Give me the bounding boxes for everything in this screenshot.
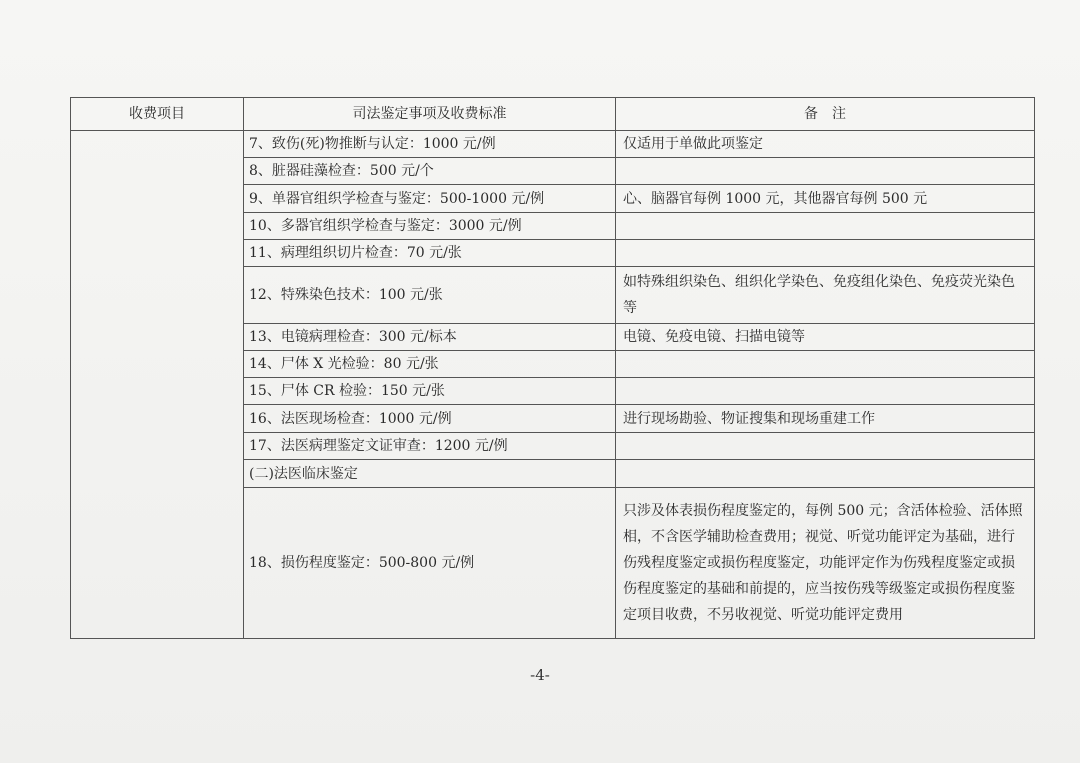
table-row — [71, 131, 1035, 158]
header-fee-item: 收费项目 — [71, 98, 244, 131]
standard-cell: 14、尸体 X 光检验：80 元/张 — [244, 351, 616, 378]
standard-cell: 18、损伤程度鉴定：500-800 元/例 — [244, 488, 616, 639]
header-standard: 司法鉴定事项及收费标准 — [244, 98, 616, 131]
note-cell: 电镜、免疫电镜、扫描电镜等 — [616, 324, 1035, 351]
standard-cell: 7、致伤(死)物推断与认定：1000 元/例 — [244, 131, 616, 158]
standard-cell: 17、法医病理鉴定文证审查：1200 元/例 — [244, 433, 616, 460]
standard-cell: 13、电镜病理检查：300 元/标本 — [244, 324, 616, 351]
fee-item-cell — [71, 131, 244, 639]
note-cell: 仅适用于单做此项鉴定 — [616, 131, 1035, 158]
standard-cell: 15、尸体 CR 检验：150 元/张 — [244, 378, 616, 405]
page-number: -4- — [530, 666, 550, 684]
standard-cell: 12、特殊染色技术：100 元/张 — [244, 267, 616, 324]
fee-schedule-table — [70, 97, 1035, 639]
note-cell: 如特殊组织染色、组织化学染色、免疫组化染色、免疫荧光染色等 — [616, 267, 1035, 324]
note-cell — [616, 213, 1035, 240]
note-cell — [616, 240, 1035, 267]
note-cell: 心、脑器官每例 1000 元，其他器官每例 500 元 — [616, 185, 1035, 213]
standard-cell: 9、单器官组织学检查与鉴定：500-1000 元/例 — [244, 185, 616, 213]
note-cell: 只涉及体表损伤程度鉴定的，每例 500 元；含活体检验、活体照相，不含医学辅助检查费用；视觉、听觉功能评定为基础，进行伤残程度鉴定或损伤程度鉴定，功能评定作为伤残程度鉴定或损伤程度鉴定的基础和前提的，应当按伤残等级鉴定或损伤程度鉴定项目收费，不另收视觉、听觉功能评定费用 — [616, 488, 1035, 639]
note-cell — [616, 433, 1035, 460]
standard-cell: 10、多器官组织学检查与鉴定：3000 元/例 — [244, 213, 616, 240]
standard-cell: 8、脏器硅藻检查：500 元/个 — [244, 158, 616, 185]
standard-cell: 16、法医现场检查：1000 元/例 — [244, 405, 616, 433]
note-cell — [616, 158, 1035, 185]
section-heading-cell: (二)法医临床鉴定 — [244, 460, 616, 488]
note-cell — [616, 460, 1035, 488]
table-header-row — [71, 98, 1035, 131]
header-note: 备 注 — [616, 98, 1035, 131]
standard-cell: 11、病理组织切片检查：70 元/张 — [244, 240, 616, 267]
note-cell — [616, 351, 1035, 378]
note-cell: 进行现场勘验、物证搜集和现场重建工作 — [616, 405, 1035, 433]
note-cell — [616, 378, 1035, 405]
